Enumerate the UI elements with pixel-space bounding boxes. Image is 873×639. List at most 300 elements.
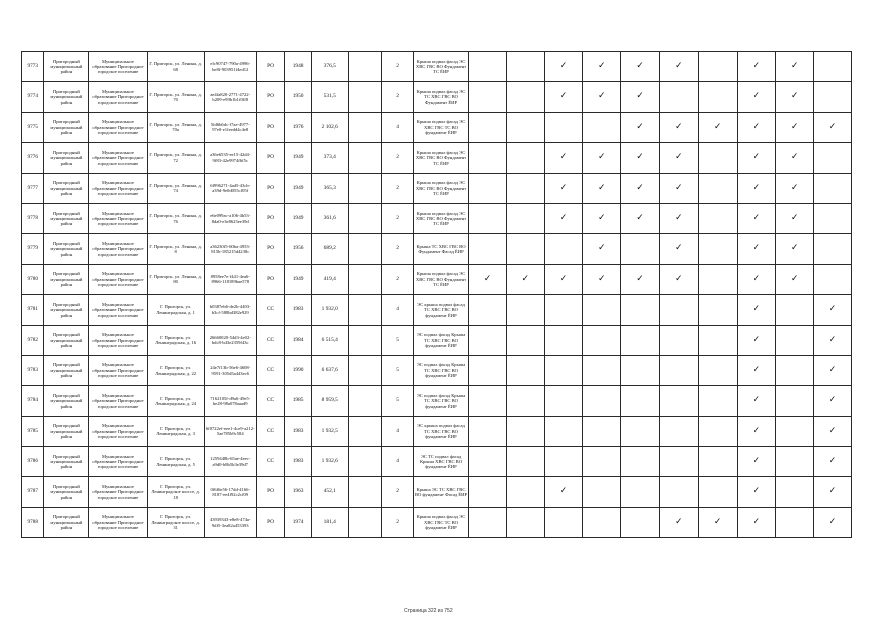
checkmark-icon: ✓ — [814, 477, 852, 507]
area-cell: 181,4 — [311, 507, 348, 537]
empty-check-cell — [776, 416, 814, 446]
guid-cell: efc90747-790a-4996-be8f-903951f4ed12 — [204, 52, 256, 82]
table-row — [22, 82, 852, 112]
guid-cell: a36e6535-ee15-42d4-9f83-42e9974f6f5c — [204, 143, 256, 173]
guid-cell: 0f6f6e56-17dd-4166-8187-ee4f92c2cf09 — [204, 477, 256, 507]
empty-check-cell — [621, 507, 660, 537]
checkmark-icon: ✓ — [583, 234, 621, 264]
building-type-cell: РО — [256, 203, 285, 233]
checkmark-icon: ✓ — [621, 203, 660, 233]
row-number: 9780 — [22, 264, 44, 294]
floors-cell: 5 — [382, 386, 414, 416]
empty-check-cell — [583, 386, 621, 416]
empty-check-cell — [698, 82, 737, 112]
works-list-cell: Крыша подвал фасад ЭС ХВС ГВС ВО Фундамент ТС ЁИР — [413, 264, 468, 294]
floors-cell: 4 — [382, 416, 414, 446]
housing-register-table — [21, 51, 852, 538]
table-row — [22, 295, 852, 325]
checkmark-icon: ✓ — [659, 264, 698, 294]
area-cell: 419,4 — [311, 264, 348, 294]
guid-cell: 5fd6b6dc-f7ae-4977-97e0-e1feedd4c4e8 — [204, 112, 256, 142]
checkmark-icon: ✓ — [583, 82, 621, 112]
empty-check-cell — [469, 143, 507, 173]
district-cell: Пригородный муниципальный район — [44, 386, 89, 416]
checkmark-icon: ✓ — [737, 234, 776, 264]
empty-check-cell — [814, 143, 852, 173]
row-number: 9773 — [22, 52, 44, 82]
checkmark-icon: ✓ — [659, 52, 698, 82]
building-type-cell: РО — [256, 52, 285, 82]
year-built-cell: 1976 — [285, 112, 312, 142]
row-number: 9783 — [22, 355, 44, 385]
works-list-cell: Крыша подвал фасад ЭС ХВС ГВС ВО Фундамент ТС ЁИР — [413, 143, 468, 173]
building-type-cell: РО — [256, 112, 285, 142]
table-row — [22, 355, 852, 385]
floors-cell: 2 — [382, 234, 414, 264]
building-type-cell: РО — [256, 143, 285, 173]
table-row — [22, 52, 852, 82]
district-cell: Пригородный муниципальный район — [44, 82, 89, 112]
empty-cell — [348, 325, 382, 355]
table-row — [22, 477, 852, 507]
district-cell: Пригородный муниципальный район — [44, 264, 89, 294]
empty-check-cell — [698, 386, 737, 416]
checkmark-icon: ✓ — [659, 143, 698, 173]
checkmark-icon: ✓ — [583, 264, 621, 294]
year-built-cell: 1963 — [285, 477, 312, 507]
address-cell: Г. Пригорск, ул. Ленинградское шоссе, д. 18 — [147, 477, 204, 507]
table-row — [22, 416, 852, 446]
works-list-cell: ЭС ТС подвал фасад Крыша ХВС ГВС ВО фундамент ЁИР — [413, 447, 468, 477]
row-number: 9777 — [22, 173, 44, 203]
checkmark-icon: ✓ — [737, 112, 776, 142]
empty-check-cell — [469, 447, 507, 477]
empty-check-cell — [506, 386, 544, 416]
municipality-cell: Муниципальное образование Пригородное городское поселение — [89, 143, 147, 173]
floors-cell: 2 — [382, 203, 414, 233]
empty-check-cell — [659, 82, 698, 112]
year-built-cell: 1949 — [285, 203, 312, 233]
checkmark-icon: ✓ — [776, 112, 814, 142]
checkmark-icon: ✓ — [469, 264, 507, 294]
municipality-cell: Муниципальное образование Пригородное городское поселение — [89, 112, 147, 142]
checkmark-icon: ✓ — [506, 264, 544, 294]
year-built-cell: 1990 — [285, 355, 312, 385]
checkmark-icon: ✓ — [737, 325, 776, 355]
empty-check-cell — [506, 173, 544, 203]
empty-check-cell — [544, 355, 583, 385]
empty-check-cell — [621, 477, 660, 507]
checkmark-icon: ✓ — [698, 507, 737, 537]
checkmark-icon: ✓ — [737, 416, 776, 446]
works-list-cell: Крыша подвал фасад ЭС ТС ХВС ГВС ВО Фундамент ЁИР — [413, 82, 468, 112]
empty-check-cell — [698, 477, 737, 507]
floors-cell: 2 — [382, 264, 414, 294]
municipality-cell: Муниципальное образование Пригородное городское поселение — [89, 234, 147, 264]
year-built-cell: 1956 — [285, 234, 312, 264]
area-cell: 365,3 — [311, 173, 348, 203]
empty-check-cell — [776, 507, 814, 537]
empty-check-cell — [469, 173, 507, 203]
building-type-cell: РО — [256, 173, 285, 203]
checkmark-icon: ✓ — [544, 52, 583, 82]
checkmark-icon: ✓ — [659, 203, 698, 233]
empty-check-cell — [506, 295, 544, 325]
empty-check-cell — [814, 173, 852, 203]
empty-check-cell — [621, 447, 660, 477]
checkmark-icon: ✓ — [776, 203, 814, 233]
empty-cell — [348, 507, 382, 537]
municipality-cell: Муниципальное образование Пригородное городское поселение — [89, 507, 147, 537]
empty-check-cell — [621, 355, 660, 385]
empty-check-cell — [469, 355, 507, 385]
empty-check-cell — [506, 112, 544, 142]
table-row — [22, 234, 852, 264]
empty-cell — [348, 234, 382, 264]
empty-check-cell — [776, 477, 814, 507]
empty-check-cell — [621, 386, 660, 416]
checkmark-icon: ✓ — [776, 173, 814, 203]
address-cell: Г. Пригорск, ул. Ленинградское шоссе, д. 31 — [147, 507, 204, 537]
works-list-cell: Крыша подвал фасад ЭС ХВС ГВС ВО Фундамент ТС ЁИР — [413, 173, 468, 203]
district-cell: Пригородный муниципальный район — [44, 325, 89, 355]
area-cell: 6 637,6 — [311, 355, 348, 385]
empty-check-cell — [814, 82, 852, 112]
checkmark-icon: ✓ — [737, 386, 776, 416]
empty-check-cell — [698, 325, 737, 355]
district-cell: Пригородный муниципальный район — [44, 477, 89, 507]
empty-check-cell — [659, 325, 698, 355]
empty-cell — [348, 173, 382, 203]
municipality-cell: Муниципальное образование Пригородное городское поселение — [89, 295, 147, 325]
empty-check-cell — [506, 203, 544, 233]
empty-check-cell — [583, 447, 621, 477]
area-cell: 1 932,5 — [311, 416, 348, 446]
year-built-cell: 1985 — [285, 386, 312, 416]
empty-cell — [348, 264, 382, 294]
area-cell: 1 932,6 — [311, 447, 348, 477]
empty-check-cell — [469, 295, 507, 325]
floors-cell: 2 — [382, 507, 414, 537]
checkmark-icon: ✓ — [621, 82, 660, 112]
checkmark-icon: ✓ — [544, 82, 583, 112]
works-list-cell: Крыша подвал фасад ЭС ХВС ГВС ТС ВО фундамент ЁИР — [413, 507, 468, 537]
empty-check-cell — [583, 355, 621, 385]
municipality-cell: Муниципальное образование Пригородное городское поселение — [89, 416, 147, 446]
works-list-cell: ЭС крыша подвал фасад ТС ХВС ГВС ВО фундамент ЁИР — [413, 295, 468, 325]
address-cell: Г. Пригорск, ул. Ленина, д. 68 — [147, 52, 204, 82]
empty-check-cell — [469, 507, 507, 537]
checkmark-icon: ✓ — [621, 264, 660, 294]
checkmark-icon: ✓ — [776, 143, 814, 173]
empty-check-cell — [544, 112, 583, 142]
works-list-cell: ЭС подвал фасад Крыша ТС ХВС ГВС ВО фундамент ЁИР — [413, 386, 468, 416]
floors-cell: 4 — [382, 112, 414, 142]
district-cell: Пригородный муниципальный район — [44, 355, 89, 385]
empty-check-cell — [698, 447, 737, 477]
table-row — [22, 325, 852, 355]
works-list-cell: Крыша подвал фасад ЭС ХВС ГВС ВО Фундамент ТС ЁИР — [413, 52, 468, 82]
year-built-cell: 1948 — [285, 52, 312, 82]
area-cell: 2 102,6 — [311, 112, 348, 142]
year-built-cell: 1974 — [285, 507, 312, 537]
address-cell: Г. Пригорск, ул. Ленинградская, д. 24 — [147, 386, 204, 416]
empty-check-cell — [506, 416, 544, 446]
works-list-cell: Крыша ТС ХВС ГВС ВО Фундамент Фасад ЁИР — [413, 234, 468, 264]
checkmark-icon: ✓ — [583, 173, 621, 203]
empty-check-cell — [659, 416, 698, 446]
empty-check-cell — [659, 355, 698, 385]
checkmark-icon: ✓ — [814, 112, 852, 142]
checkmark-icon: ✓ — [583, 143, 621, 173]
empty-check-cell — [506, 82, 544, 112]
municipality-cell: Муниципальное образование Пригородное городское поселение — [89, 264, 147, 294]
address-cell: Г. Пригорск, ул. Ленина, д. 74 — [147, 173, 204, 203]
empty-check-cell — [659, 447, 698, 477]
empty-check-cell — [621, 234, 660, 264]
checkmark-icon: ✓ — [737, 173, 776, 203]
empty-check-cell — [776, 325, 814, 355]
address-cell: Г. Пригорск, ул. Ленина, д. 8 — [147, 234, 204, 264]
table-row — [22, 203, 852, 233]
checkmark-icon: ✓ — [737, 447, 776, 477]
empty-check-cell — [621, 325, 660, 355]
empty-check-cell — [544, 416, 583, 446]
empty-cell — [348, 386, 382, 416]
empty-check-cell — [583, 295, 621, 325]
guid-cell: 6f996271-4ad5-43cb-a39d-9e0d055cf05f — [204, 173, 256, 203]
district-cell: Пригородный муниципальный район — [44, 143, 89, 173]
checkmark-icon: ✓ — [737, 507, 776, 537]
empty-check-cell — [621, 295, 660, 325]
empty-check-cell — [469, 416, 507, 446]
empty-check-cell — [776, 355, 814, 385]
empty-check-cell — [506, 325, 544, 355]
empty-cell — [348, 52, 382, 82]
checkmark-icon: ✓ — [621, 143, 660, 173]
year-built-cell: 1983 — [285, 416, 312, 446]
floors-cell: 2 — [382, 173, 414, 203]
address-cell: Г. Пригорск, ул. Ленина, д. 80 — [147, 264, 204, 294]
empty-check-cell — [544, 386, 583, 416]
checkmark-icon: ✓ — [544, 173, 583, 203]
empty-check-cell — [506, 507, 544, 537]
empty-check-cell — [698, 143, 737, 173]
building-type-cell: СС — [256, 447, 285, 477]
municipality-cell: Муниципальное образование Пригородное городское поселение — [89, 386, 147, 416]
guid-cell: 26660020-54d3-4e02-bdc8-b43e2359f43c — [204, 325, 256, 355]
empty-check-cell — [621, 416, 660, 446]
empty-check-cell — [776, 386, 814, 416]
checkmark-icon: ✓ — [814, 325, 852, 355]
checkmark-icon: ✓ — [814, 507, 852, 537]
area-cell: 1 932,0 — [311, 295, 348, 325]
empty-check-cell — [814, 234, 852, 264]
area-cell: 6 515,4 — [311, 325, 348, 355]
works-list-cell: Крыша ЭС ТС ХВС ГВС ВО фундамент Фасад ЁИР — [413, 477, 468, 507]
row-number: 9785 — [22, 416, 44, 446]
works-list-cell: Крыша подвал фасад ЭС ХВС ГВС ВО Фундамент ТС ЁИР — [413, 203, 468, 233]
building-type-cell: РО — [256, 477, 285, 507]
area-cell: 376,5 — [311, 52, 348, 82]
checkmark-icon: ✓ — [659, 234, 698, 264]
empty-check-cell — [776, 447, 814, 477]
empty-check-cell — [659, 295, 698, 325]
empty-check-cell — [469, 477, 507, 507]
area-cell: 452,1 — [311, 477, 348, 507]
floors-cell: 2 — [382, 82, 414, 112]
checkmark-icon: ✓ — [737, 295, 776, 325]
checkmark-icon: ✓ — [814, 416, 852, 446]
address-cell: Г. Пригорск, ул. Ленина, д. 70а — [147, 112, 204, 142]
municipality-cell: Муниципальное образование Пригородное городское поселение — [89, 325, 147, 355]
page-footer: Страница 322 из 752 — [404, 608, 453, 614]
empty-check-cell — [698, 295, 737, 325]
checkmark-icon: ✓ — [776, 82, 814, 112]
area-cell: 531,5 — [311, 82, 348, 112]
municipality-cell: Муниципальное образование Пригородное городское поселение — [89, 52, 147, 82]
district-cell: Пригородный муниципальный район — [44, 203, 89, 233]
checkmark-icon: ✓ — [621, 52, 660, 82]
checkmark-icon: ✓ — [583, 203, 621, 233]
building-type-cell: РО — [256, 264, 285, 294]
table-row — [22, 264, 852, 294]
empty-cell — [348, 143, 382, 173]
empty-check-cell — [583, 477, 621, 507]
empty-check-cell — [698, 234, 737, 264]
empty-cell — [348, 355, 382, 385]
year-built-cell: 1984 — [285, 325, 312, 355]
checkmark-icon: ✓ — [544, 477, 583, 507]
empty-check-cell — [583, 112, 621, 142]
row-number: 9788 — [22, 507, 44, 537]
checkmark-icon: ✓ — [776, 234, 814, 264]
empty-check-cell — [776, 295, 814, 325]
year-built-cell: 1983 — [285, 295, 312, 325]
empty-cell — [348, 447, 382, 477]
empty-check-cell — [698, 203, 737, 233]
checkmark-icon: ✓ — [737, 203, 776, 233]
checkmark-icon: ✓ — [544, 264, 583, 294]
year-built-cell: 1949 — [285, 143, 312, 173]
checkmark-icon: ✓ — [698, 112, 737, 142]
guid-cell: e6e099ac-a106-4b53-8da0-e3e8625ee39d — [204, 203, 256, 233]
row-number: 9778 — [22, 203, 44, 233]
district-cell: Пригородный муниципальный район — [44, 173, 89, 203]
district-cell: Пригородный муниципальный район — [44, 507, 89, 537]
empty-check-cell — [506, 234, 544, 264]
district-cell: Пригородный муниципальный район — [44, 112, 89, 142]
district-cell: Пригородный муниципальный район — [44, 295, 89, 325]
year-built-cell: 1983 — [285, 447, 312, 477]
empty-check-cell — [506, 477, 544, 507]
municipality-cell: Муниципальное образование Пригородное городское поселение — [89, 82, 147, 112]
district-cell: Пригородный муниципальный район — [44, 234, 89, 264]
empty-check-cell — [469, 386, 507, 416]
building-type-cell: РО — [256, 82, 285, 112]
row-number: 9775 — [22, 112, 44, 142]
empty-check-cell — [814, 264, 852, 294]
building-type-cell: СС — [256, 295, 285, 325]
guid-cell: 6f0722ef-eee1-4ce9-a212-5ae785b9c584 — [204, 416, 256, 446]
floors-cell: 5 — [382, 355, 414, 385]
empty-check-cell — [814, 203, 852, 233]
year-built-cell: 1950 — [285, 82, 312, 112]
table-row — [22, 386, 852, 416]
guid-cell: 43939343-e8e8-474a-9df5-3ea82a453393 — [204, 507, 256, 537]
checkmark-icon: ✓ — [737, 477, 776, 507]
building-type-cell: РО — [256, 234, 285, 264]
table-row — [22, 143, 852, 173]
empty-cell — [348, 295, 382, 325]
guid-cell: 8958ee7e-f441-4ea6-8966-118189bae578 — [204, 264, 256, 294]
building-type-cell: СС — [256, 355, 285, 385]
checkmark-icon: ✓ — [659, 507, 698, 537]
empty-check-cell — [698, 264, 737, 294]
area-cell: 8 959,5 — [311, 386, 348, 416]
building-type-cell: СС — [256, 416, 285, 446]
row-number: 9784 — [22, 386, 44, 416]
empty-cell — [348, 416, 382, 446]
empty-check-cell — [506, 447, 544, 477]
empty-check-cell — [469, 112, 507, 142]
address-cell: Г. Пригорск, ул. Ленина, д. 70 — [147, 82, 204, 112]
checkmark-icon: ✓ — [737, 264, 776, 294]
checkmark-icon: ✓ — [544, 203, 583, 233]
building-type-cell: СС — [256, 325, 285, 355]
guid-cell: 1259448b-65ae-4eec-a9d0-b8b5b3e39d7 — [204, 447, 256, 477]
floors-cell: 4 — [382, 295, 414, 325]
address-cell: Г. Пригорск, ул. Ленина, д. 72 — [147, 143, 204, 173]
checkmark-icon: ✓ — [737, 355, 776, 385]
empty-check-cell — [506, 143, 544, 173]
area-cell: 373,4 — [311, 143, 348, 173]
empty-check-cell — [814, 52, 852, 82]
row-number: 9774 — [22, 82, 44, 112]
building-type-cell: СС — [256, 386, 285, 416]
floors-cell: 2 — [382, 477, 414, 507]
guid-cell: 24e7f13b-56e6-4608-9591-305d5a443ec6 — [204, 355, 256, 385]
checkmark-icon: ✓ — [583, 52, 621, 82]
row-number: 9787 — [22, 477, 44, 507]
row-number: 9782 — [22, 325, 44, 355]
empty-cell — [348, 82, 382, 112]
district-cell: Пригородный муниципальный район — [44, 52, 89, 82]
checkmark-icon: ✓ — [814, 386, 852, 416]
table-row — [22, 173, 852, 203]
empty-check-cell — [583, 325, 621, 355]
empty-check-cell — [583, 416, 621, 446]
row-number: 9786 — [22, 447, 44, 477]
municipality-cell: Муниципальное образование Пригородное городское поселение — [89, 447, 147, 477]
checkmark-icon: ✓ — [814, 355, 852, 385]
guid-cell: b0387eb6-de2b-4403-b3cf-588bd382e929 — [204, 295, 256, 325]
row-number: 9779 — [22, 234, 44, 264]
empty-check-cell — [544, 295, 583, 325]
guid-cell: a36230f5-60ba-4953-815b-185215d4238c — [204, 234, 256, 264]
empty-check-cell — [544, 507, 583, 537]
checkmark-icon: ✓ — [544, 143, 583, 173]
empty-check-cell — [544, 325, 583, 355]
floors-cell: 2 — [382, 143, 414, 173]
empty-check-cell — [506, 52, 544, 82]
table-row — [22, 112, 852, 142]
works-list-cell: ЭС подвал фасад Крыша ТС ХВС ГВС ВО фундамент ЁИР — [413, 355, 468, 385]
district-cell: Пригородный муниципальный район — [44, 447, 89, 477]
works-list-cell: ЭС крыша подвал фасад ТС ХВС ГВС ВО фундамент ЁИР — [413, 416, 468, 446]
floors-cell: 4 — [382, 447, 414, 477]
row-number: 9776 — [22, 143, 44, 173]
